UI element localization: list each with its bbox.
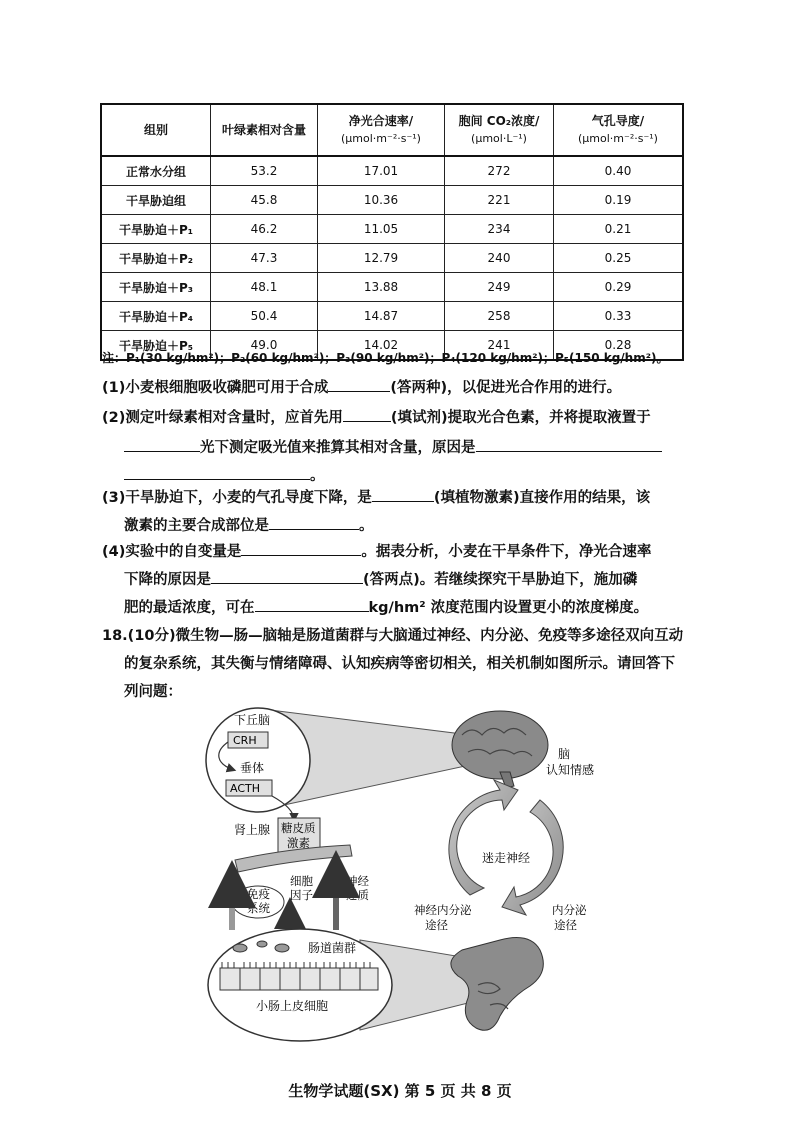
epithelial-cell-row xyxy=(220,968,378,990)
label-endocrine-2: 途径 xyxy=(554,918,577,932)
label-crh: CRH xyxy=(233,734,257,747)
q4-blank-2[interactable] xyxy=(211,569,363,584)
table-body xyxy=(101,156,683,360)
label-gut-flora: 肠道菌群 xyxy=(308,941,357,955)
cell-net-photosynthesis: 14.87 xyxy=(318,302,445,331)
question-4-line-1 xyxy=(102,540,651,561)
cell-net-photosynthesis: 10.36 xyxy=(318,186,445,215)
cell-net-photosynthesis: 13.88 xyxy=(318,273,445,302)
cell-stomatal: 0.40 xyxy=(554,156,684,186)
label-immune-1: 免疫 xyxy=(247,887,270,901)
q3-text-c: 激素的主要合成部位是 xyxy=(124,518,269,534)
cell-group: 干旱胁迫组 xyxy=(101,186,211,215)
q2-blank-1[interactable] xyxy=(343,407,391,422)
cell-net-photosynthesis: 14.02 xyxy=(318,331,445,361)
label-brain: 脑 xyxy=(558,747,571,761)
q4-text-a: (4)实验中的自变量是 xyxy=(102,544,242,560)
label-acth: ACTH xyxy=(230,782,261,795)
table-row xyxy=(101,156,683,186)
label-cognition-emotion: 认知情感 xyxy=(546,763,595,777)
bacterium xyxy=(233,944,247,952)
cell-chlorophyll: 49.0 xyxy=(211,331,318,361)
data-table xyxy=(100,103,684,361)
question-3-line-1 xyxy=(102,486,650,507)
cell-co2: 258 xyxy=(445,302,554,331)
q4-blank-1[interactable] xyxy=(241,541,361,556)
table-row xyxy=(101,273,683,302)
brain-shape xyxy=(452,711,548,779)
cell-chlorophyll: 53.2 xyxy=(211,156,318,186)
cell-stomatal: 0.29 xyxy=(554,273,684,302)
bacterium xyxy=(275,944,289,952)
q2-blank-3[interactable] xyxy=(476,437,662,452)
label-small-intestine-epithelium: 小肠上皮细胞 xyxy=(256,999,329,1013)
q2-text-c: 光下测定吸光值来推算其相对含量，原因是 xyxy=(200,440,476,456)
table-row xyxy=(101,302,683,331)
cell-chlorophyll: 50.4 xyxy=(211,302,318,331)
q2-text-d: 。 xyxy=(310,468,325,484)
label-pituitary: 垂体 xyxy=(240,761,265,775)
header-stomatal xyxy=(554,104,684,156)
q1-blank[interactable] xyxy=(328,377,390,392)
page-footer: 生物学试题(SX) 第 5 页 共 8 页 xyxy=(288,1082,512,1100)
table-header-row xyxy=(101,104,683,156)
question-4-line-3 xyxy=(124,596,648,617)
label-glucocorticoid-1: 糖皮质 xyxy=(281,821,316,835)
label-glucocorticoid-2: 激素 xyxy=(287,836,310,850)
cell-stomatal: 0.19 xyxy=(554,186,684,215)
cell-net-photosynthesis: 11.05 xyxy=(318,215,445,244)
label-vagus-nerve: 迷走神经 xyxy=(482,851,531,865)
cell-group: 干旱胁迫＋P₃ xyxy=(101,273,211,302)
q3-text-a: (3)干旱胁迫下，小麦的气孔导度下降，是 xyxy=(102,490,372,506)
label-hypothalamus: 下丘脑 xyxy=(234,713,271,727)
header-group: 组别 xyxy=(101,104,211,156)
q4-text-c: 下降的原因是 xyxy=(124,572,211,588)
cell-chlorophyll: 48.1 xyxy=(211,273,318,302)
question-2-line-3 xyxy=(124,464,325,485)
table-row xyxy=(101,186,683,215)
question-18-line-1: 18.(10分)微生物—肠—脑轴是肠道菌群与大脑通过神经、内分泌、免疫等多途径双向互动 xyxy=(102,628,684,644)
q4-text-b: 。据表分析，小麦在干旱条件下，净光合速率 xyxy=(361,544,652,560)
label-endocrine-1: 内分泌 xyxy=(552,903,587,917)
cell-group: 正常水分组 xyxy=(101,156,211,186)
table-row xyxy=(101,244,683,273)
cell-net-photosynthesis: 12.79 xyxy=(318,244,445,273)
label-cytokine-2: 因子 xyxy=(290,888,313,902)
cell-chlorophyll: 47.3 xyxy=(211,244,318,273)
cell-stomatal: 0.33 xyxy=(554,302,684,331)
cell-co2: 249 xyxy=(445,273,554,302)
cell-stomatal: 0.21 xyxy=(554,215,684,244)
q3-blank-2[interactable] xyxy=(269,515,359,530)
cell-stomatal: 0.28 xyxy=(554,331,684,361)
header-co2 xyxy=(445,104,554,156)
cell-group: 干旱胁迫＋P₁ xyxy=(101,215,211,244)
cell-net-photosynthesis: 17.01 xyxy=(318,156,445,186)
cell-stomatal: 0.25 xyxy=(554,244,684,273)
label-immune-2: 系统 xyxy=(247,901,270,915)
label-neuroendocrine-1: 神经内分泌 xyxy=(414,903,472,917)
header-stomatal-unit: (μmol·m⁻²·s⁻¹) xyxy=(578,132,658,145)
cell-group: 干旱胁迫＋P₂ xyxy=(101,244,211,273)
q2-text-b: (填试剂)提取光合色素，并将提取液置于 xyxy=(390,410,651,426)
cell-co2: 234 xyxy=(445,215,554,244)
cell-co2: 241 xyxy=(445,331,554,361)
header-chlorophyll: 叶绿素相对含量 xyxy=(211,104,318,156)
table-row xyxy=(101,215,683,244)
label-neurotransmitter-2: 递质 xyxy=(346,888,369,902)
q3-blank-1[interactable] xyxy=(372,487,434,502)
q1-text-b: (答两种)，以促进光合作用的进行。 xyxy=(390,380,622,396)
label-cytokine-1: 细胞 xyxy=(290,874,313,888)
question-18-line-2: 的复杂系统，其失衡与情绪障碍、认知疾病等密切相关，相关机制如图所示。请回答下 xyxy=(124,656,675,672)
q2-blank-4[interactable] xyxy=(124,465,310,480)
question-2-line-2 xyxy=(124,436,662,457)
q4-text-f: kg/hm² 浓度范围内设置更小的浓度梯度。 xyxy=(368,600,649,616)
q2-blank-2[interactable] xyxy=(124,437,200,452)
cell-co2: 221 xyxy=(445,186,554,215)
question-18-line-3: 列问题： xyxy=(124,684,182,700)
q1-text-a: (1)小麦根细胞吸收磷肥可用于合成 xyxy=(102,380,329,396)
q4-blank-3[interactable] xyxy=(255,597,369,612)
header-co2-unit: (μmol·L⁻¹) xyxy=(471,132,527,145)
header-stomatal-label: 气孔导度/ xyxy=(591,114,645,128)
label-adrenal: 肾上腺 xyxy=(234,823,271,837)
cycle-arrow-left xyxy=(449,780,518,895)
cell-chlorophyll: 45.8 xyxy=(211,186,318,215)
cell-co2: 240 xyxy=(445,244,554,273)
header-net-photosynthesis xyxy=(318,104,445,156)
cell-co2: 272 xyxy=(445,156,554,186)
q3-text-b: (填植物激素)直接作用的结果，该 xyxy=(433,490,651,506)
label-neurotransmitter-1: 神经 xyxy=(346,874,369,888)
table-note: 注：P₁(30 kg/hm²)；P₂(60 kg/hm²)；P₃(90 kg/hm²)；P₄(120 kg/hm²)；P₅(150 kg/hm²)。 xyxy=(102,351,669,365)
question-4-line-2 xyxy=(124,568,637,589)
header-net-photo-unit: (μmol·m⁻²·s⁻¹) xyxy=(341,132,421,145)
q2-text-a: (2)测定叶绿素相对含量时，应首先用 xyxy=(102,410,343,426)
header-co2-label: 胞间 CO₂浓度/ xyxy=(458,114,540,128)
question-3-line-2 xyxy=(124,514,374,535)
question-2-line-1 xyxy=(102,406,651,427)
gut-brain-axis-diagram xyxy=(195,700,645,1060)
question-1 xyxy=(102,376,621,397)
q4-text-d: (答两点)。若继续探究干旱胁迫下，施加磷 xyxy=(363,572,638,588)
cell-group: 干旱胁迫＋P₄ xyxy=(101,302,211,331)
header-net-photo-label: 净光合速率/ xyxy=(348,114,414,128)
cell-chlorophyll: 46.2 xyxy=(211,215,318,244)
q4-text-e: 肥的最适浓度，可在 xyxy=(124,600,255,616)
q3-text-d: 。 xyxy=(359,518,374,534)
bacterium xyxy=(257,941,267,947)
cell-group: 干旱胁迫＋P₅ xyxy=(101,331,211,361)
label-neuroendocrine-2: 途径 xyxy=(425,918,448,932)
